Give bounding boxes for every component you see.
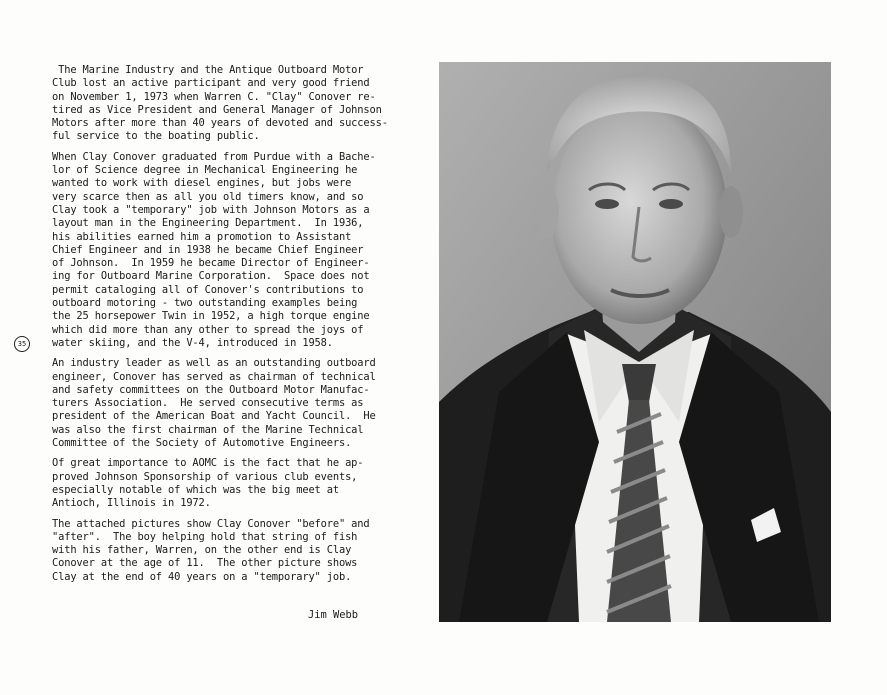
paragraph-career: When Clay Conover graduated from Purdue with a Bache- lor of Science degree in Mechanical Engineering he wanted to work with diesel engines, but jobs were very scarce then as all you old timers know, and so Clay took a "temporary" job with Johnson Motors as a layout man in the Engineering Department. In 1936, his abilities earned him a promotion to Assistant Chief Engineer and in 1938 he became Chief Engineer of Johnson. In 1959 he became Director of Engineer- ing for Outboard Marine Corporation. Space does not permit cataloging all of Conover's contributions to outboard motoring - two outstanding examples being the 25 horsepower Twin in 1952, a high torque engine which did more than any other to spread the joys of water skiing, and the V-4, introduced in 1958. bbox=[52, 150, 376, 349]
paragraph-intro: The Marine Industry and the Antique Outboard Motor Club lost an active participant and very good friend on November 1, 1973 when Warren C. "Clay" Conover re- tired as Vice President and General Manager of Johnson Motors after more than 40 years of devoted and success- ful service to the boating public. bbox=[52, 64, 388, 143]
paragraph-pictures: The attached pictures show Clay Conover "before" and "after". The boy helping hold that string of fish with his father, Warren, on the other end is Clay Conover at the age of 11. The other picture shows Clay at the end of 40 years on a "temporary" job. bbox=[52, 517, 370, 583]
portrait-illustration bbox=[439, 62, 831, 622]
paragraph-industry-leader: An industry leader as well as an outstanding outboard engineer, Conover has served as chairman of technical and safety committees on the Outboard Motor Manufac- turers Association. He served consecutive terms as president of the American Boat and Yacht Council. He was also the first chairman of the Marine Technical Committee of the Society of Automotive Engineers. bbox=[52, 357, 376, 450]
page-number-mark: 35 bbox=[14, 336, 30, 352]
article-body bbox=[52, 64, 418, 591]
paragraph-aomc-sponsorship: Of great importance to AOMC is the fact that he ap- proved Johnson Sponsorship of various club events, especially notable of which was the big meet at Antioch, Illinois in 1972. bbox=[52, 457, 364, 510]
portrait-photo bbox=[439, 62, 831, 622]
author-signature: Jim Webb bbox=[308, 609, 359, 621]
